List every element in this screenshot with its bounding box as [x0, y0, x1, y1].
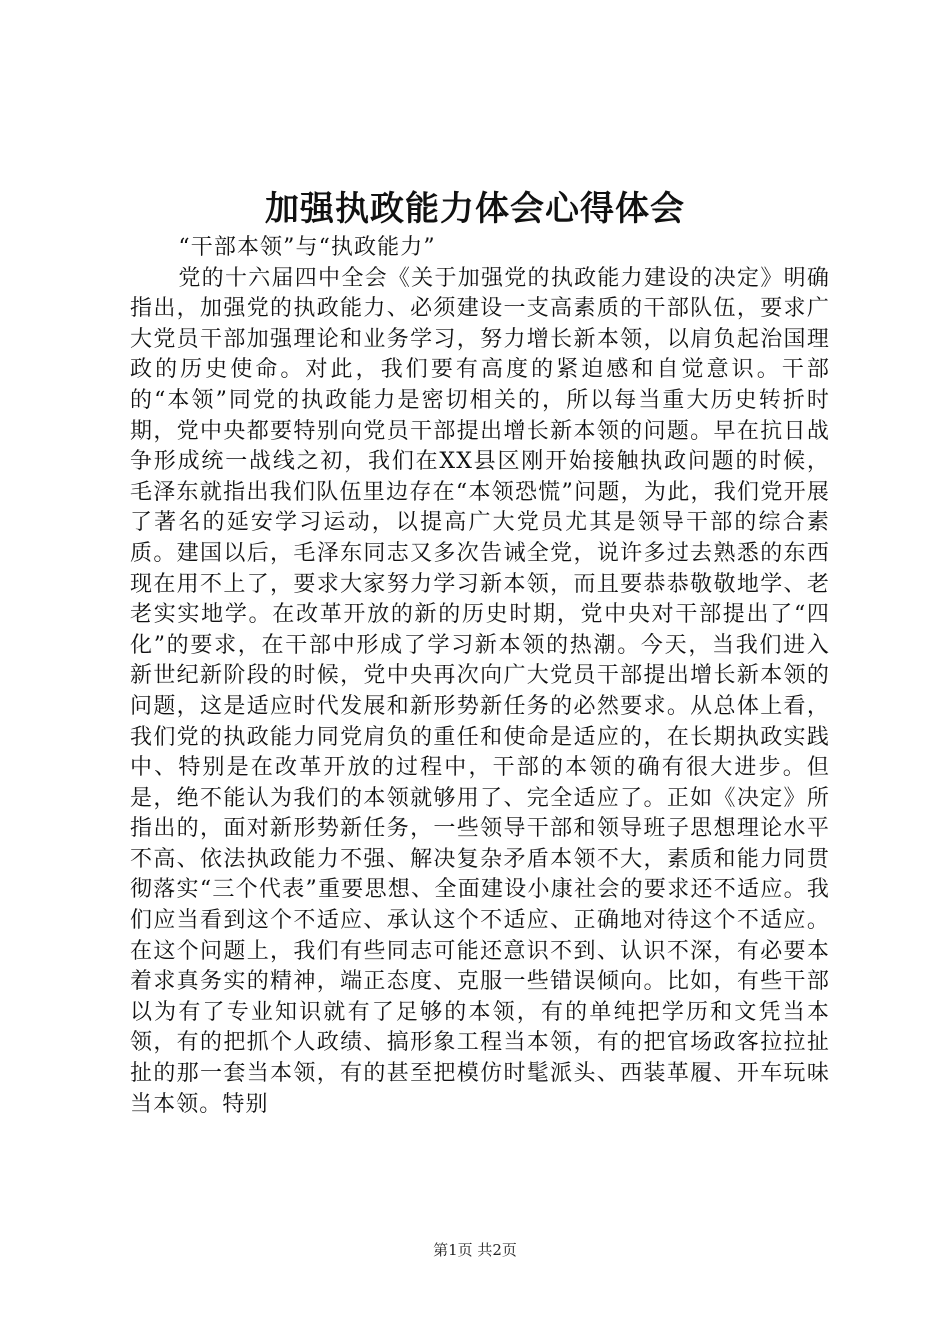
page-footer: 第1页 共2页: [433, 1241, 517, 1259]
body-paragraph: 党的十六届四中全会《关于加强党的执政能力建设的决定》明确指出，加强党的执政能力、必须建设一支高素质的干部队伍，要求广大党员干部加强理论和业务学习，努力增长新本领，以肩负起治国理政的历史使命。对此，我们要有高度的紧迫感和自觉意识。干部的“本领”同党的执政能力是密切相关的，所以每当重大历史转折时期，党中央都要特别向党员干部提出增长新本领的问题。早在抗日战争形成统一战线之初，我们在XX县区刚开始接触执政问题的时候，毛泽东就指出我们队伍里边存在“本领恐慌”问题，为此，我们党开展了著名的延安学习运动，以提高广大党员尤其是领导干部的综合素质。建国以后，毛泽东同志又多次告诫全党，说许多过去熟悉的东西现在用不上了，要求大家努力学习新本领，而且要恭恭敬敬地学、老老实实地学。在改革开放的新的历史时期，党中央对干部提出了“四化”的要求，在干部中形成了学习新本领的热潮。今天，当我们进入新世纪新阶段的时候，党中央再次向广大党员干部提出增长新本领的问题，这是适应时代发展和新形势新任务的必然要求。从总体上看，我们党的执政能力同党肩负的重任和使命是适应的，在长期执政实践中、特别是在改革开放的过程中，干部的本领的确有很大进步。但是，绝不能认为我们的本领就够用了、完全适应了。正如《决定》所指出的，面对新形势新任务，一些领导干部和领导班子思想理论水平不高、依法执政能力不强、解决复杂矛盾本领不大，素质和能力同贯彻落实“三个代表”重要思想、全面建设小康社会的要求还不适应。我们应当看到这个不适应、承认这个不适应、正确地对待这个不适应。在这个问题上，我们有些同志可能还意识不到、认识不深，有必要本着求真务实的精神，端正态度、克服一些错误倾向。比如，有些干部以为有了专业知识就有了足够的本领，有的单纯把学历和文凭当本领，有的把抓个人政绩、搞形象工程当本领，有的把官场政客拉拉扯扯的那一套当本领，有的甚至把模仿时髦派头、西装革履、开车玩味当本领。特别: [130, 265, 830, 1117]
document-title: 加强执政能力体会心得体会: [265, 189, 685, 229]
document-body: [130, 233, 830, 1120]
section-subheading: “干部本领”与“执政能力”: [178, 235, 436, 260]
